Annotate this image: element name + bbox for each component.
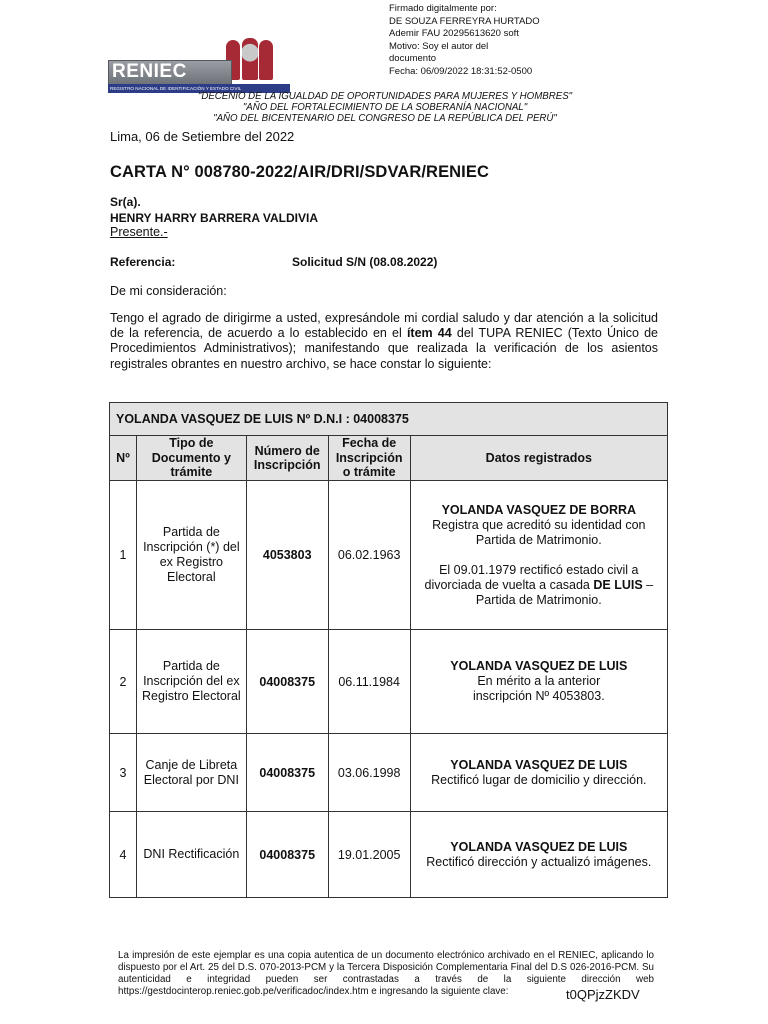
row-number: 3 [110,734,137,812]
row-number: 2 [110,630,137,734]
row-registered-name: YOLANDA VASQUEZ DE LUIS [450,839,628,854]
signature-line: Ademir FAU 20295613620 soft [389,28,519,40]
header-document-type: Tipo de Documento y trámite [136,436,246,481]
signature-line: Firmado digitalmente por: [389,3,497,14]
row-inscription-number: 4053803 [246,481,328,630]
letter-date: Lima, 06 de Setiembre del 2022 [110,129,295,144]
signature-line: Motivo: Soy el autor del [389,40,489,52]
table-title: YOLANDA VASQUEZ DE LUIS Nº D.N.I : 04008375 [110,403,668,436]
row-number: 1 [110,481,137,630]
logo-figure-center [242,38,258,80]
recipient-name: HENRY HARRY BARRERA VALDIVIA [110,211,319,225]
row-date: 19.01.2005 [328,812,410,898]
header-registered-data: Datos registrados [410,436,667,481]
row-document-type: Partida de Inscripción del ex Registro Electoral [136,630,246,734]
footer-notice: La impresión de este ejemplar es una copia autentica de un documento electrónico archivado en el RENIEC, aplicando lo dispuesto por el Art. 25 del D.S. 070-2013-PCM y la Tercera Disposición Complementaria Final del D.S 026-2016-PCM. Su autenticidad e integridad pueden ser contrastadas a través de la siguiente dirección web https://gestdocinterop.reniec.gob.pe/verificadoc/index.htm e ingresando la siguiente clave: [118,950,654,997]
motto-line: "AÑO DEL BICENTENARIO DEL CONGRESO DE LA REPÚBLICA DEL PERÚ" [213,113,557,124]
row-registered-data [410,812,667,898]
consideration: De mi consideración: [110,284,227,298]
signature-line: Fecha: 06/09/2022 18:31:52-0500 [389,65,533,77]
row-date: 06.11.1984 [328,630,410,734]
row-detail: En mérito a la anterior inscripción Nº 4053803. [472,674,605,703]
reference-value: Solicitud S/N (08.08.2022) [292,255,438,269]
header-number: Nº [110,436,137,481]
body-text-bold: ítem 44 [406,326,452,341]
row-detail: Rectificó lugar de domicilio y dirección. [431,772,647,787]
salutation: Sr(a). [110,195,141,209]
signature-line: documento [389,53,437,65]
row-registered-data [410,481,667,630]
body-paragraph [110,311,658,372]
row-document-type: Canje de Libreta Electoral por DNI [136,734,246,812]
reniec-logo [108,36,288,96]
verification-key: t0QPjzZKDV [566,987,640,1002]
row-registered-data [410,630,667,734]
row-date: 06.02.1963 [328,481,410,630]
digital-signature [389,3,540,79]
table-row [110,630,668,734]
row-detail: Registra que acreditó su identidad con Partida de Matrimonio. [432,517,646,547]
logo-name: RENIEC [112,61,187,82]
row-detail-2 [414,563,664,608]
row-registered-data [410,734,667,812]
signature-line: DE SOUZA FERREYRA HURTADO [389,15,540,27]
table-row [110,734,668,812]
row-detail-2-after: – Partida de Matrimonio. [475,577,654,607]
row-detail-2-before: El 09.01.1979 rectificó estado civil a divorciada de vuelta a casada [424,562,639,592]
motto-line: "DECENIO DE LA IGUALDAD DE OPORTUNIDADES PARA MUJERES Y HOMBRES" [197,91,573,102]
table-row [110,812,668,898]
motto-line: "AÑO DEL FORTALECIMIENTO DE LA SOBERANÍA NACIONAL" [242,102,528,113]
letter-number: CARTA N° 008780-2022/AIR/DRI/SDVAR/RENIEC [110,163,489,181]
logo-subtitle: REGISTRO NACIONAL DE IDENTIFICACIÓN Y ESTADO CIVIL [108,84,290,93]
row-inscription-number: 04008375 [246,812,328,898]
row-document-type: Partida de Inscripción (*) del ex Registro Electoral [136,481,246,630]
reference-label: Referencia: [110,255,176,269]
row-inscription-number: 04008375 [246,630,328,734]
row-registered-name: YOLANDA VASQUEZ DE BORRA [441,502,637,517]
registry-table [109,402,668,898]
body-text-before: Tengo el agrado de dirigirme a usted, expresándole mi cordial saludo y dar atención a la solicitud de la referencia, de acuerdo a lo establecido en el [110,311,658,341]
table-header-row [110,436,668,481]
row-registered-name: YOLANDA VASQUEZ DE LUIS [450,757,628,772]
logo-figure-right [259,40,273,80]
header-inscription-date: Fecha de Inscripción o trámite [328,436,410,481]
row-document-type: DNI Rectificación [136,812,246,898]
presente: Presente.- [110,225,168,239]
row-inscription-number: 04008375 [246,734,328,812]
header-inscription-number: Número de Inscripción [246,436,328,481]
row-registered-name: YOLANDA VASQUEZ DE LUIS [450,659,628,673]
row-detail: Rectificó dirección y actualizó imágenes. [426,854,652,869]
row-number: 4 [110,812,137,898]
row-date: 03.06.1998 [328,734,410,812]
row-detail-2-bold: DE LUIS [593,577,643,592]
body-text-after: del TUPA RENIEC (Texto Único de Procedimientos Administrativos); manifestando que realizada la verificación de los asientos registrales obrantes en nuestro archivo, se hace constar lo siguiente: [110,326,658,371]
table-row [110,481,668,630]
